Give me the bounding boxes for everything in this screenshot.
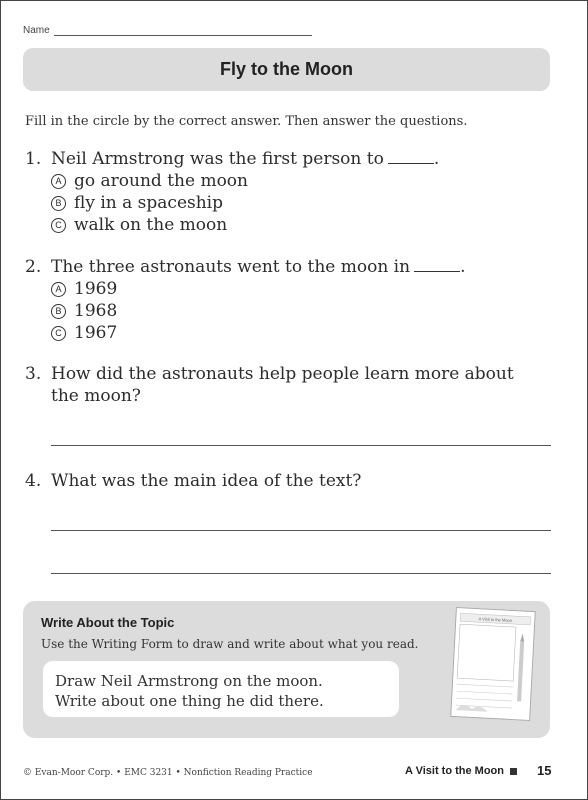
option-text: go around the moon — [74, 171, 248, 191]
name-label: Name — [23, 25, 50, 36]
options-list — [25, 170, 439, 236]
writing-form-illustration-icon — [451, 608, 535, 720]
answer-blank — [388, 149, 434, 164]
question-number: 1. — [25, 149, 42, 169]
page-title: Fly to the Moon — [220, 59, 353, 79]
answer-line-q4-1[interactable] — [51, 530, 551, 531]
page-number: 15 — [537, 763, 552, 778]
option-text: fly in a spaceship — [74, 193, 223, 213]
section-title: A Visit to the Moon — [405, 765, 504, 777]
answer-bubble-icon[interactable]: B — [51, 304, 66, 319]
footer-copyright: © Evan-Moor Corp. • EMC 3231 • Nonfiction Reading Practice — [23, 768, 313, 778]
footer-section — [405, 765, 517, 777]
question-text-continued: the moon? — [51, 386, 141, 406]
question-text: Neil Armstrong was the first person to — [51, 149, 384, 169]
option-a[interactable] — [51, 170, 439, 192]
question-number: 3. — [25, 364, 42, 384]
name-write-line[interactable] — [54, 25, 312, 36]
writing-form-thumbnail — [450, 607, 536, 721]
option-text: 1968 — [74, 301, 118, 321]
answer-blank — [414, 257, 460, 272]
option-text: walk on the moon — [74, 215, 228, 235]
write-about-topic-box — [23, 601, 550, 738]
option-a[interactable] — [51, 278, 465, 300]
option-b[interactable] — [51, 300, 465, 322]
option-text: 1967 — [74, 323, 118, 343]
prompt-line-1: Draw Neil Armstrong on the moon. — [55, 672, 323, 690]
name-row — [23, 25, 312, 36]
question-number: 4. — [25, 471, 42, 491]
answer-bubble-icon[interactable]: C — [51, 326, 66, 341]
answer-bubble-icon[interactable]: A — [51, 174, 66, 189]
answer-bubble-icon[interactable]: C — [51, 218, 66, 233]
topic-subtitle: Use the Writing Form to draw and write about what you read. — [41, 637, 419, 651]
answer-line-q3[interactable] — [51, 445, 551, 446]
option-c[interactable] — [51, 214, 439, 236]
answer-bubble-icon[interactable]: B — [51, 196, 66, 211]
question-text: What was the main idea of the text? — [51, 471, 362, 491]
question-text: How did the astronauts help people learn more about — [51, 364, 514, 384]
question-3 — [25, 363, 514, 407]
instructions: Fill in the circle by the correct answer. Then answer the questions. — [25, 114, 468, 129]
option-b[interactable] — [51, 192, 439, 214]
writing-prompt — [43, 661, 399, 717]
answer-bubble-icon[interactable]: A — [51, 282, 66, 297]
question-1: 1. Neil Armstrong was the first person to . A go around the moon B fly in a spaceship C walk on the moon — [25, 149, 440, 235]
title-banner — [23, 48, 550, 91]
question-2: 2. The three astronauts went to the moon in . A 1969 B 1968 C 1967 — [25, 257, 466, 343]
topic-title: Write About the Topic — [41, 615, 175, 630]
question-4 — [25, 470, 361, 492]
answer-line-q4-2[interactable] — [51, 573, 551, 574]
prompt-line-2: Write about one thing he did there. — [55, 692, 324, 710]
option-text: 1969 — [74, 279, 118, 299]
question-text: The three astronauts went to the moon in — [51, 257, 411, 277]
option-c[interactable] — [51, 322, 465, 344]
question-number: 2. — [25, 257, 42, 277]
options-list — [25, 278, 465, 344]
square-bullet-icon — [510, 768, 517, 775]
thumbnail-title: A Visit to the Moon — [478, 616, 513, 623]
